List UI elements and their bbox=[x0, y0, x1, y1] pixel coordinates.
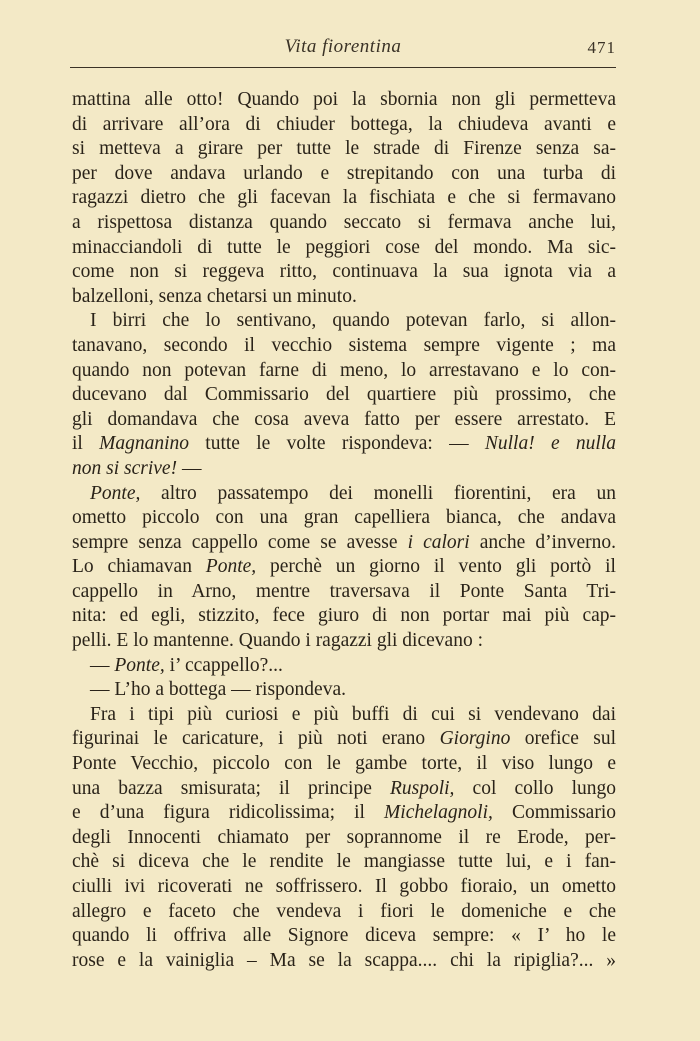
text-line: quando non potevan farne di meno, lo arrestavano e lo con- bbox=[72, 359, 616, 381]
text-line: ciulli ivi ricoverati ne soffrissero. Il gobbo fioraio, un ometto bbox=[72, 876, 616, 897]
italic-span: Giorgino bbox=[439, 728, 511, 750]
body-text bbox=[72, 88, 616, 973]
text-span: — bbox=[177, 457, 202, 479]
text-line: — L’ho a bottega — rispondeva. bbox=[90, 679, 346, 701]
text-line: allegro e faceto che vendeva i fiori le domeniche e che bbox=[72, 900, 616, 922]
italic-span: Nulla! e nulla bbox=[484, 433, 616, 455]
text-line bbox=[72, 727, 616, 752]
text-span: altro passatempo dei monelli fiorentini, era un bbox=[140, 482, 616, 504]
text-span: tutte le volte rispondeva: — bbox=[189, 433, 485, 455]
italic-span: Ponte, bbox=[90, 482, 141, 504]
text-span: figurinai le caricature, i più noti erano bbox=[72, 728, 440, 750]
running-title: Vita fiorentina bbox=[284, 36, 402, 57]
text-line: ducevano dal Commissario del quartiere più prossimo, che bbox=[72, 384, 616, 406]
text-line: rose e la vainiglia – Ma se la scappa.... chi la ripiglia?... » bbox=[72, 949, 616, 971]
text-line bbox=[72, 777, 616, 802]
text-line: quando li offriva alle Signore diceva sempre: « I’ ho le bbox=[72, 925, 616, 947]
text-span: perchè un giorno il vento gli portò il bbox=[256, 556, 616, 578]
text-line: chè si diceva che le rendite le mangiasse tutte lui, e i fan- bbox=[72, 851, 616, 873]
italic-span: i calori bbox=[407, 531, 470, 553]
text-line: I birri che lo sentivano, quando potevan farlo, si allon- bbox=[90, 310, 616, 332]
italic-span: Michelagnoli, bbox=[384, 802, 493, 824]
text-line: come non si reggeva ritto, continuava la sua ignota via a bbox=[72, 261, 616, 283]
text-span: il bbox=[72, 433, 100, 455]
text-line: di arrivare all’ora di chiuder bottega, la chiudeva avanti e bbox=[72, 113, 616, 135]
text-span: e d’una figura ridicolissima; il bbox=[72, 802, 385, 824]
text-line: balzelloni, senza chetarsi un minuto. bbox=[72, 285, 357, 307]
text-line: per dove andava urlando e strepitando con una turba di bbox=[72, 162, 616, 184]
text-line: ragazzi dietro che gli facevan la fischiata e che si fermavano bbox=[72, 187, 616, 209]
text-line bbox=[72, 555, 616, 580]
header-rule bbox=[70, 67, 616, 68]
text-line: mattina alle otto! Quando poi la sbornia non gli permetteva bbox=[72, 89, 616, 110]
italic-span: Ponte, bbox=[205, 556, 257, 578]
text-line bbox=[72, 482, 616, 507]
text-span: i’ ccappello?... bbox=[164, 654, 283, 676]
italic-span: Ruspoli, bbox=[389, 777, 455, 799]
text-span: orefice sul bbox=[510, 728, 616, 750]
text-span: — bbox=[90, 654, 115, 676]
text-line: Fra i tipi più curiosi e più buffi di cui si vendevano dai bbox=[90, 703, 616, 725]
text-line: ometto piccolo con una gran capelliera bianca, che andava bbox=[72, 507, 616, 529]
text-line: Ponte Vecchio, piccolo con le gambe torte, il viso lungo e bbox=[72, 753, 616, 775]
text-line bbox=[72, 457, 616, 482]
text-span: col collo lungo bbox=[454, 777, 617, 799]
text-line: cappello in Arno, mentre traversava il Ponte Santa Tri- bbox=[72, 580, 616, 602]
text-span: anche d’inverno. bbox=[469, 531, 617, 553]
page-header bbox=[70, 36, 616, 64]
text-line: si metteva a girare per tutte le strade di Firenze senza sa- bbox=[72, 138, 616, 160]
italic-span: Ponte, bbox=[114, 654, 165, 676]
text-line: minacciandoli di tutte le peggiori cose del mondo. Ma sic- bbox=[72, 236, 616, 258]
text-span: Lo chiamavan bbox=[72, 556, 206, 578]
page-number: 471 bbox=[587, 38, 616, 57]
text-line: degli Innocenti chiamato per soprannome il re Erode, per- bbox=[72, 826, 616, 848]
italic-span: Magnanino bbox=[99, 433, 190, 455]
text-line: tanavano, secondo il vecchio sistema sempre vigente ; ma bbox=[72, 334, 616, 356]
text-line bbox=[72, 432, 616, 457]
italic-span: non si scrive! bbox=[72, 457, 178, 479]
text-line: gli domandava che cosa aveva fatto per essere arrestato. E bbox=[72, 408, 616, 430]
text-line: a rispettosa distanza quando seccato si fermava anche lui, bbox=[72, 211, 616, 233]
text-line: pelli. E lo mantenne. Quando i ragazzi gli dicevano : bbox=[72, 630, 483, 652]
text-span: Commissario bbox=[492, 802, 616, 824]
text-line bbox=[72, 801, 616, 826]
text-line bbox=[72, 531, 616, 556]
text-line: nita: ed egli, stizzito, fece giuro di non portar mai più cap- bbox=[72, 605, 616, 627]
text-span: sempre senza cappello come se avesse bbox=[72, 531, 408, 553]
text-span: una bazza smisurata; il principe bbox=[72, 777, 390, 799]
text-line bbox=[72, 654, 616, 679]
